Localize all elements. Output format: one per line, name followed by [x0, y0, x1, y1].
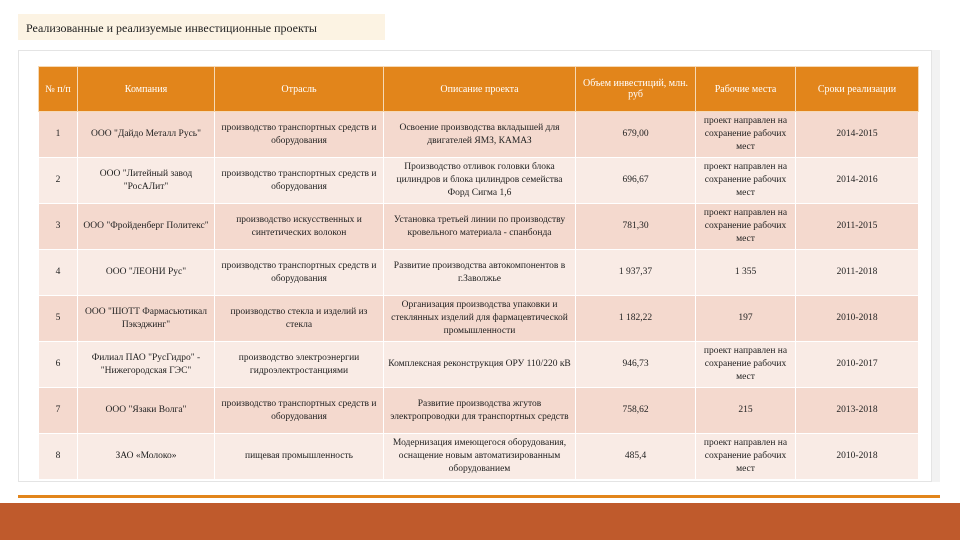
cell-company: Филиал ПАО "РусГидро" - "Нижегородская ГЭС": [78, 342, 215, 388]
table-header-row: [39, 67, 919, 112]
cell-description: Модернизация имеющегося оборудования, оснащение новым автоматизированным оборудованием: [384, 434, 576, 480]
cell-period: 2010-2018: [796, 296, 919, 342]
projects-table: [38, 66, 919, 480]
footer-accent-line: [18, 495, 940, 498]
table-row: [39, 204, 919, 250]
table-row: [39, 158, 919, 204]
cell-description: Установка третьей линии по производству кровельного материала - спанбонда: [384, 204, 576, 250]
cell-industry: производство транспортных средств и оборудования: [215, 388, 384, 434]
header-col-jobs: Рабочие места: [696, 67, 796, 112]
cell-number: 5: [39, 296, 78, 342]
cell-number: 7: [39, 388, 78, 434]
header-col-investment: Объем инвестиций, млн. руб: [576, 67, 696, 112]
cell-number: 8: [39, 434, 78, 480]
cell-jobs: проект направлен на сохранение рабочих мест: [696, 342, 796, 388]
cell-industry: производство электроэнергии гидроэлектростанциями: [215, 342, 384, 388]
cell-period: 2011-2018: [796, 250, 919, 296]
slide-title: Реализованные и реализуемые инвестиционные проекты: [18, 14, 385, 40]
table-row: [39, 434, 919, 480]
cell-description: Организация производства упаковки и стеклянных изделий для фармацевтической промышленности: [384, 296, 576, 342]
cell-jobs: проект направлен на сохранение рабочих мест: [696, 434, 796, 480]
cell-industry: производство искусственных и синтетических волокон: [215, 204, 384, 250]
cell-investment: 679,00: [576, 112, 696, 158]
cell-investment: 1 182,22: [576, 296, 696, 342]
cell-jobs: проект направлен на сохранение рабочих мест: [696, 204, 796, 250]
cell-period: 2013-2018: [796, 388, 919, 434]
table-row: [39, 250, 919, 296]
cell-company: ООО "ШОТТ Фармасьютикал Пэкэджинг": [78, 296, 215, 342]
cell-company: ООО "Язаки Волга": [78, 388, 215, 434]
header-col-industry: Отрасль: [215, 67, 384, 112]
cell-company: ООО "Литейный завод "РосАЛит": [78, 158, 215, 204]
cell-period: 2011-2015: [796, 204, 919, 250]
table-row: [39, 388, 919, 434]
cell-industry: производство транспортных средств и оборудования: [215, 250, 384, 296]
header-col-period: Сроки реализации: [796, 67, 919, 112]
cell-industry: пищевая промышленность: [215, 434, 384, 480]
table-row: [39, 112, 919, 158]
cell-number: 4: [39, 250, 78, 296]
cell-period: 2010-2017: [796, 342, 919, 388]
table-row: [39, 296, 919, 342]
cell-investment: 696,67: [576, 158, 696, 204]
cell-jobs: проект направлен на сохранение рабочих мест: [696, 158, 796, 204]
cell-investment: 758,62: [576, 388, 696, 434]
cell-jobs: 215: [696, 388, 796, 434]
cell-description: Развитие производства жгутов электропроводки для транспортных средств: [384, 388, 576, 434]
cell-company: ЗАО «Молоко»: [78, 434, 215, 480]
cell-company: ООО "Фройденберг Политекс": [78, 204, 215, 250]
cell-company: ООО "Дайдо Металл Русь": [78, 112, 215, 158]
cell-description: Производство отливок головки блока цилиндров и блока цилиндров семейства Форд Сигма 1,6: [384, 158, 576, 204]
cell-jobs: проект направлен на сохранение рабочих мест: [696, 112, 796, 158]
cell-investment: 1 937,37: [576, 250, 696, 296]
cell-number: 2: [39, 158, 78, 204]
cell-description: Развитие производства автокомпонентов в г.Заволжье: [384, 250, 576, 296]
header-col-description: Описание проекта: [384, 67, 576, 112]
cell-description: Комплексная реконструкция ОРУ 110/220 кВ: [384, 342, 576, 388]
header-col-number: № п/п: [39, 67, 78, 112]
header-col-company: Компания: [78, 67, 215, 112]
cell-description: Освоение производства вкладышей для двигателей ЯМЗ, КАМАЗ: [384, 112, 576, 158]
table-row: [39, 342, 919, 388]
cell-jobs: 1 355: [696, 250, 796, 296]
cell-period: 2010-2018: [796, 434, 919, 480]
cell-investment: 485,4: [576, 434, 696, 480]
cell-jobs: 197: [696, 296, 796, 342]
cell-period: 2014-2016: [796, 158, 919, 204]
cell-company: ООО "ЛЕОНИ Рус": [78, 250, 215, 296]
cell-number: 6: [39, 342, 78, 388]
cell-number: 1: [39, 112, 78, 158]
side-strip: [932, 50, 940, 482]
footer-bar: [0, 503, 960, 540]
cell-industry: производство транспортных средств и оборудования: [215, 112, 384, 158]
cell-industry: производство стекла и изделий из стекла: [215, 296, 384, 342]
cell-industry: производство транспортных средств и оборудования: [215, 158, 384, 204]
cell-period: 2014-2015: [796, 112, 919, 158]
cell-investment: 781,30: [576, 204, 696, 250]
cell-investment: 946,73: [576, 342, 696, 388]
cell-number: 3: [39, 204, 78, 250]
